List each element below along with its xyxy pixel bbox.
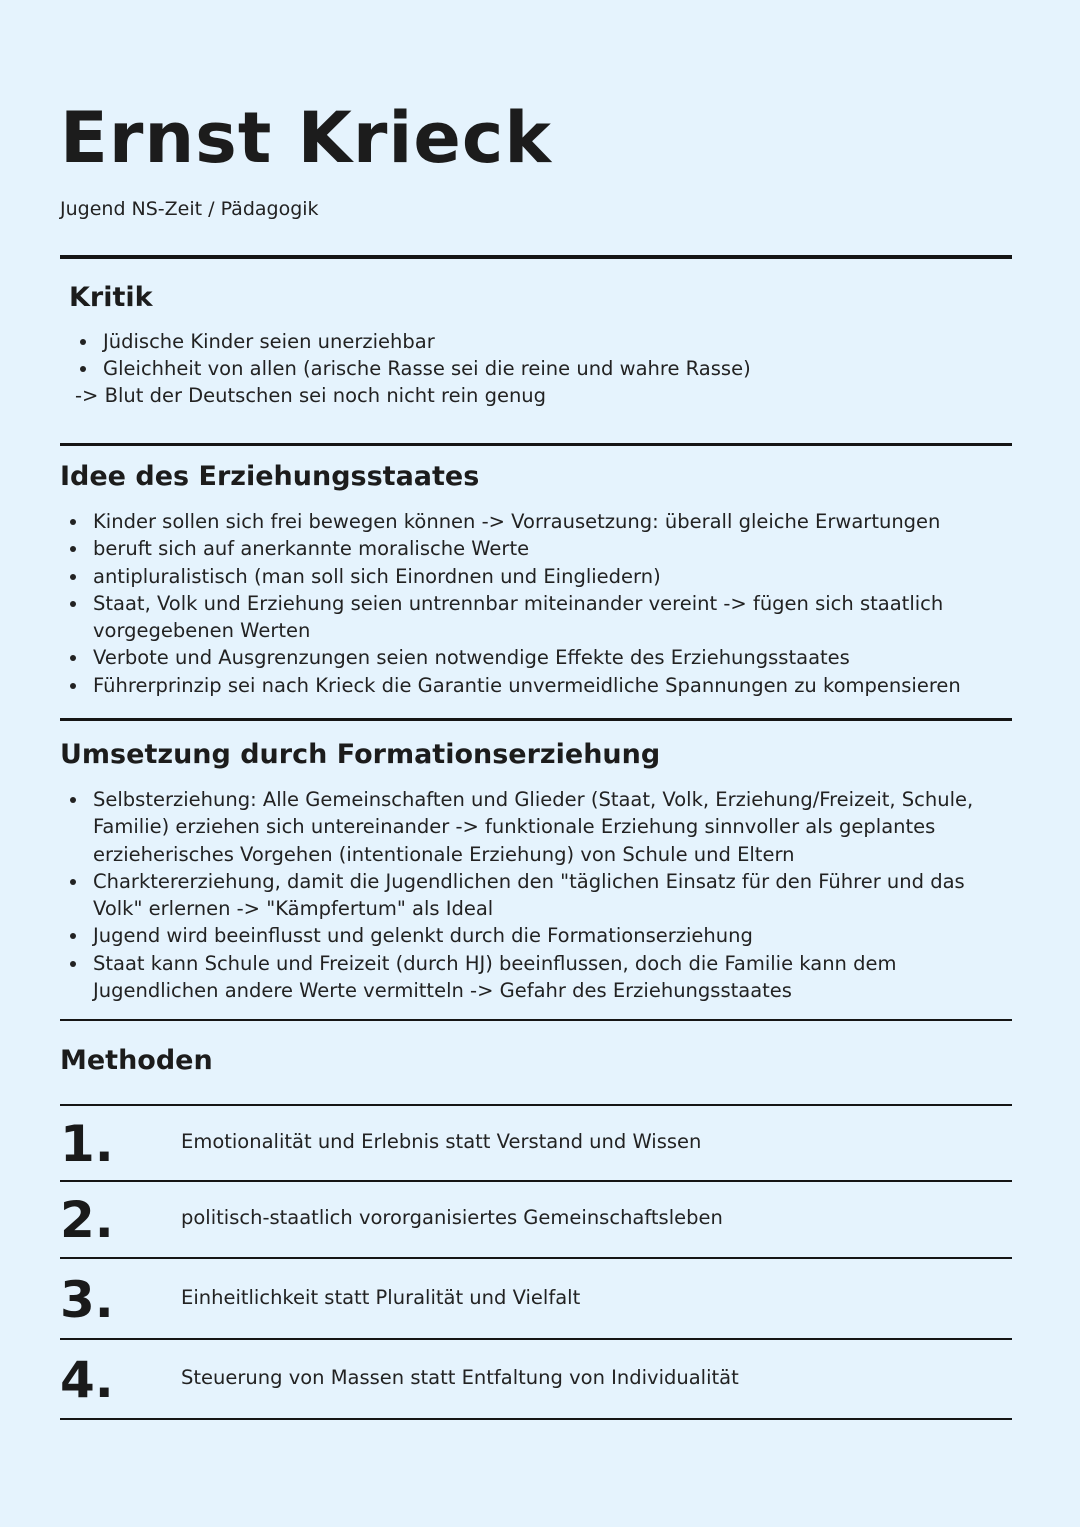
list-item: Verbote und Ausgrenzungen seien notwendige Effekte des Erziehungsstaates <box>60 644 985 671</box>
list-item: Jüdische Kinder seien unerziehbar <box>70 328 1000 355</box>
section-divider <box>60 718 1012 721</box>
section-divider <box>60 255 1012 259</box>
list-item: Staat, Volk und Erziehung seien untrennbar miteinander vereint -> fügen sich staatlich vorgegebenen Werten <box>60 590 985 645</box>
method-row-3 <box>60 1262 1012 1338</box>
method-text: politisch-staatlich vororganisiertes Gemeinschaftsleben <box>181 1206 723 1229</box>
kritik-conclusion: -> Blut der Deutschen sei noch nicht rein genug <box>75 384 547 407</box>
section-divider <box>60 443 1012 446</box>
list-item: Gleichheit von allen (arische Rasse sei die reine und wahre Rasse) <box>70 355 1000 382</box>
methoden-heading: Methoden <box>60 1045 213 1076</box>
method-text: Emotionalität und Erlebnis statt Verstand und Wissen <box>181 1130 702 1153</box>
formation-list <box>60 786 985 1004</box>
method-divider <box>60 1338 1012 1340</box>
method-number: 4. <box>60 1351 114 1409</box>
erziehungsstaat-list <box>60 508 985 699</box>
method-number: 3. <box>60 1271 114 1329</box>
kritik-list <box>70 328 1000 383</box>
method-row-1 <box>60 1106 1012 1182</box>
method-number: 1. <box>60 1115 114 1173</box>
method-row-2 <box>60 1182 1012 1258</box>
list-item: Führerprinzip sei nach Krieck die Garantie unvermeidliche Spannungen zu kompensieren <box>60 672 985 699</box>
list-item: Kinder sollen sich frei bewegen können -> Vorrausetzung: überall gleiche Erwartungen <box>60 508 985 535</box>
method-divider <box>60 1418 1012 1420</box>
method-text: Einheitlichkeit statt Pluralität und Vielfalt <box>181 1286 581 1309</box>
erziehungsstaat-heading: Idee des Erziehungsstaates <box>60 461 480 492</box>
kritik-heading: Kritik <box>69 282 153 313</box>
section-divider <box>60 1019 1012 1021</box>
list-item: Staat kann Schule und Freizeit (durch HJ) beeinflussen, doch die Familie kann dem Jugendlichen andere Werte vermitteln -> Gefahr des Erziehungsstaates <box>60 950 985 1005</box>
page-title: Ernst Krieck <box>60 97 552 179</box>
formation-heading: Umsetzung durch Formationserziehung <box>60 739 661 770</box>
method-text: Steuerung von Massen statt Entfaltung von Individualität <box>181 1366 739 1389</box>
list-item: beruft sich auf anerkannte moralische Werte <box>60 535 985 562</box>
method-row-4 <box>60 1342 1012 1418</box>
list-item: Selbsterziehung: Alle Gemeinschaften und Glieder (Staat, Volk, Erziehung/Freizeit, Schule, Familie) erziehen sich untereinander -> funktionale Erziehung sinnvoller als geplantes erzieherisches Vorgehen (intentionale Erziehung) von Schule und Eltern <box>60 786 985 868</box>
list-item: Jugend wird beeinflusst und gelenkt durch die Formationserziehung <box>60 922 985 949</box>
method-number: 2. <box>60 1191 114 1249</box>
page-subtitle: Jugend NS-Zeit / Pädagogik <box>60 198 319 220</box>
list-item: antipluralistisch (man soll sich Einordnen und Eingliedern) <box>60 563 985 590</box>
list-item: Charktererziehung, damit die Jugendlichen den "täglichen Einsatz für den Führer und das Volk" erlernen -> "Kämpfertum" als Ideal <box>60 868 985 923</box>
method-divider <box>60 1257 1012 1259</box>
